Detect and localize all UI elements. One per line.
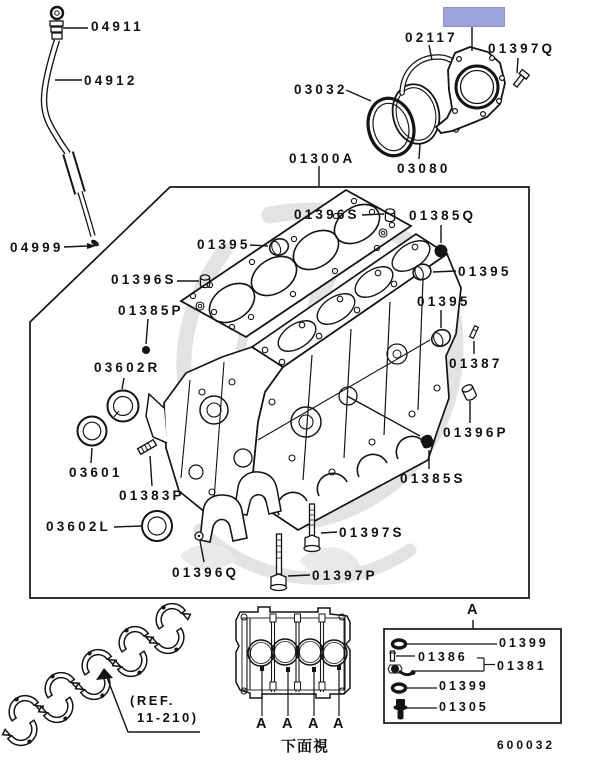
stud-icon — [138, 440, 157, 455]
part-label-03602L[interactable]: 03602L — [46, 519, 111, 534]
section-marker-a4: A — [333, 716, 344, 732]
part-label-01395-a[interactable]: 01395 — [197, 237, 251, 252]
detail-section-marker: A — [467, 602, 478, 618]
bushing-icon — [78, 417, 107, 446]
ball-icon — [195, 532, 203, 540]
part-label-04911[interactable]: 04911 — [91, 19, 144, 34]
part-label-01397P[interactable]: 01397P — [312, 568, 378, 583]
part-label-04912[interactable]: 04912 — [84, 73, 138, 88]
highlighted-part-marker[interactable] — [443, 7, 505, 27]
ref-note-line1: (REF. — [130, 693, 175, 708]
ball-plug-icon — [142, 346, 150, 354]
part-label-01385S[interactable]: 01385S — [400, 471, 466, 486]
detail-label-01399-a[interactable]: 01399 — [499, 636, 549, 650]
part-label-03601[interactable]: 03601 — [69, 465, 123, 480]
bearing-shells-group — [1, 596, 200, 753]
ball-plug-icon — [435, 245, 448, 258]
bottom-view-drawing — [236, 607, 350, 716]
part-label-01395-c[interactable]: 01395 — [417, 294, 471, 309]
pin-icon — [389, 651, 396, 661]
cap-bolt-icon — [271, 534, 287, 591]
part-label-01396S-b[interactable]: 01396S — [111, 272, 177, 287]
part-label-01383P[interactable]: 01383P — [119, 488, 185, 503]
part-label-01395-b[interactable]: 01395 — [458, 264, 512, 279]
bottom-view-caption: 下面視 — [281, 738, 330, 755]
dipstick-assembly — [44, 7, 100, 248]
part-label-01396P[interactable]: 01396P — [443, 425, 509, 440]
section-marker-a1: A — [256, 716, 267, 732]
ref-note-line2: 11-210) — [137, 710, 199, 725]
backing-ring-icon — [387, 80, 444, 148]
mount-boss — [146, 394, 167, 443]
part-label-02117[interactable]: 02117 — [405, 30, 458, 45]
part-label-04999[interactable]: 04999 — [10, 240, 64, 255]
o-ring-seal-icon — [362, 93, 420, 160]
detail-label-01381[interactable]: 01381 — [497, 659, 547, 673]
part-label-03032[interactable]: 03032 — [294, 82, 348, 97]
detail-label-01305[interactable]: 01305 — [439, 700, 489, 714]
part-label-01387[interactable]: 01387 — [449, 356, 503, 371]
part-label-01385Q[interactable]: 01385Q — [409, 208, 477, 223]
rear-seal-assembly — [362, 47, 530, 161]
dipstick-handle-ring-icon — [51, 7, 63, 19]
bushing-icon — [108, 391, 139, 422]
detail-label-01386[interactable]: 01386 — [418, 650, 468, 664]
drawing-number: 600032 — [497, 738, 556, 752]
detail-label-01399-b[interactable]: 01399 — [439, 679, 489, 693]
part-label-03602R[interactable]: 03602R — [94, 360, 161, 375]
part-label-01397S[interactable]: 01397S — [339, 525, 405, 540]
part-label-01397Q[interactable]: 01397Q — [488, 41, 556, 56]
cup-plug-icon — [461, 383, 477, 401]
part-label-01385P[interactable]: 01385P — [118, 303, 184, 318]
part-label-01300A[interactable]: 01300A — [289, 151, 356, 166]
section-marker-a2: A — [282, 716, 293, 732]
part-label-01396Q[interactable]: 01396Q — [172, 565, 240, 580]
bushing-icon — [142, 511, 172, 541]
part-label-01396S-a[interactable]: 01396S — [294, 207, 360, 222]
dowel-pin-icon — [470, 326, 479, 339]
part-label-03080[interactable]: 03080 — [397, 161, 451, 176]
section-marker-a3: A — [308, 716, 319, 732]
bolt-icon — [511, 69, 529, 89]
